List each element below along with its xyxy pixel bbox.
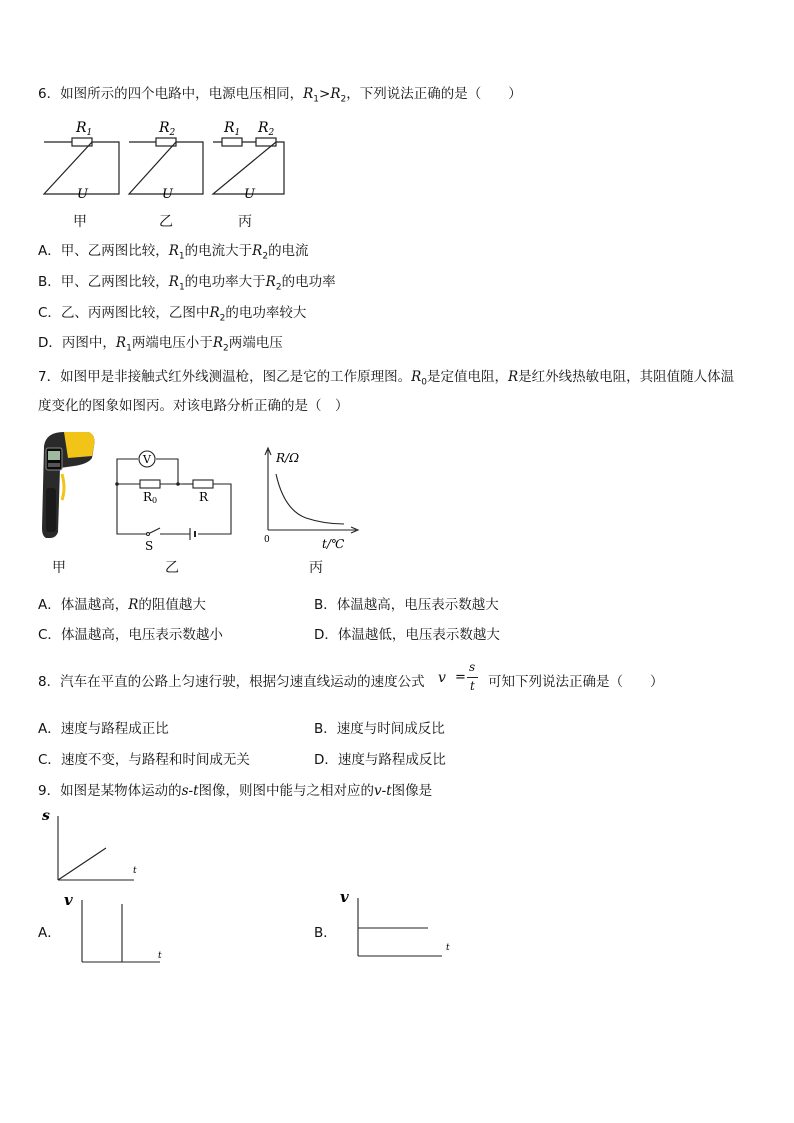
q9-st-x-label: t bbox=[133, 866, 137, 876]
q6-cond-rel: > bbox=[319, 86, 331, 102]
q8-stem: 8．汽车在平直的公路上匀速行驶，根据匀速直线运动的速度公式 bbox=[38, 674, 425, 690]
q9-stem: 9．如图是某物体运动的s-t图像，则图中能与之相对应的v-t图像是 bbox=[38, 783, 433, 799]
q6-option-c[interactable]: C．乙、丙两图比较，乙图中$R_2$的电功率较大 bbox=[38, 305, 307, 324]
q8-option-a[interactable]: A．速度与路程成正比 bbox=[38, 721, 169, 737]
q7-graph-x-label: t/℃ bbox=[322, 537, 345, 551]
q7-r-t-graph bbox=[256, 444, 362, 554]
q6-cond-left-sub: 1 bbox=[313, 94, 319, 105]
switch-label: S bbox=[145, 539, 154, 553]
q9-option-b-v-t-graph[interactable] bbox=[336, 886, 456, 962]
q6-stem bbox=[38, 82, 522, 105]
formula-denominator: t bbox=[470, 679, 475, 693]
q9-b-y-label: v bbox=[340, 888, 349, 906]
q6-cap-bing: 丙 bbox=[238, 214, 252, 230]
q6-bing-u-label: U bbox=[244, 187, 255, 202]
q6-option-b[interactable]: B．甲、乙两图比较，$R_1$的电功率大于$R_2$的电功率 bbox=[38, 274, 336, 293]
q6-cap-jia: 甲 bbox=[73, 214, 87, 230]
q8-option-b[interactable]: B．速度与时间成反比 bbox=[314, 721, 445, 737]
q9-a-y-label: v bbox=[64, 891, 73, 909]
q7-r0-label: R0 bbox=[143, 490, 158, 505]
q7-graph-y-label: R/Ω bbox=[276, 451, 300, 465]
q9-option-a[interactable]: A． bbox=[38, 925, 61, 941]
q6-number: 6． bbox=[38, 86, 61, 102]
formula-numerator: s bbox=[469, 660, 476, 674]
q8-stem-tail: 可知下列说法正确是（ ） bbox=[488, 674, 664, 690]
q8-option-d[interactable]: D．速度与路程成反比 bbox=[314, 752, 446, 768]
formula-fraction-bar bbox=[467, 677, 478, 678]
q6-cond-right-sub: 2 bbox=[340, 94, 347, 105]
q9-s-t-graph bbox=[36, 800, 146, 886]
q6-bing-r2-label: $R_2$ bbox=[258, 120, 275, 138]
q9-option-b[interactable]: B． bbox=[314, 925, 337, 941]
q6-cap-yi: 乙 bbox=[159, 214, 173, 230]
q9-a-x-label: t bbox=[158, 951, 162, 961]
q6-yi-r2-label: $R_2$ bbox=[159, 120, 176, 138]
q7-cap-bing: 丙 bbox=[309, 560, 323, 576]
q7-circuit-figure bbox=[110, 444, 240, 554]
q6-circuit-yi bbox=[129, 138, 203, 194]
q6-option-d[interactable]: D．丙图中，$R_1$两端电压小于$R_2$两端电压 bbox=[38, 335, 283, 354]
q6-circuit-bing bbox=[213, 138, 284, 194]
q6-text-1: 如图所示的四个电路中，电源电压相同， bbox=[60, 86, 304, 102]
q8-option-c[interactable]: C．速度不变，与路程和时间成无关 bbox=[38, 752, 250, 768]
q9-st-y-label: s bbox=[42, 808, 50, 824]
q7-option-a[interactable]: A．体温越高，R的阻值越大 bbox=[38, 597, 206, 613]
q8-formula bbox=[438, 660, 490, 696]
thermometer-gun-image bbox=[34, 428, 98, 540]
q7-option-b[interactable]: B．体温越高，电压表示数越大 bbox=[314, 597, 499, 613]
q6-yi-u-label: U bbox=[162, 187, 173, 202]
voltmeter-label: V bbox=[143, 453, 151, 466]
q7-cap-yi: 乙 bbox=[165, 560, 179, 576]
q9-option-a-v-t-graph[interactable] bbox=[60, 888, 170, 968]
q9-b-x-label: t bbox=[446, 943, 450, 953]
q7-stem-line2: 度变化的图象如图丙。对该电路分析正确的是（ ） bbox=[38, 398, 349, 414]
q7-option-d[interactable]: D．体温越低，电压表示数越大 bbox=[314, 627, 500, 643]
formula-v: v bbox=[438, 670, 446, 686]
q7-r-label: R bbox=[199, 490, 209, 504]
q7-graph-origin: 0 bbox=[264, 535, 270, 545]
formula-equals: = bbox=[455, 670, 466, 685]
q6-cond-right: R bbox=[330, 86, 341, 102]
q6-jia-r1-label: $R_1$ bbox=[76, 120, 93, 138]
q6-bing-r1-label: $R_1$ bbox=[224, 120, 241, 138]
q6-jia-u-label: U bbox=[77, 187, 88, 202]
q6-text-2: ，下列说法正确的是（ ） bbox=[346, 86, 522, 102]
q6-option-a[interactable]: A．甲、乙两图比较，$R_1$的电流大于$R_2$的电流 bbox=[38, 243, 309, 262]
q7-stem-line1: 7．如图甲是非接触式红外线测温枪，图乙是它的工作原理图。$R_0$是定值电阻，R是红外线热敏电阻，其阻值随人体温 bbox=[38, 369, 735, 388]
q6-circuit-jia bbox=[44, 138, 119, 194]
q7-cap-jia: 甲 bbox=[52, 560, 66, 576]
q7-option-c[interactable]: C．体温越高，电压表示数越小 bbox=[38, 627, 223, 643]
q6-cond-left: R bbox=[303, 86, 314, 102]
